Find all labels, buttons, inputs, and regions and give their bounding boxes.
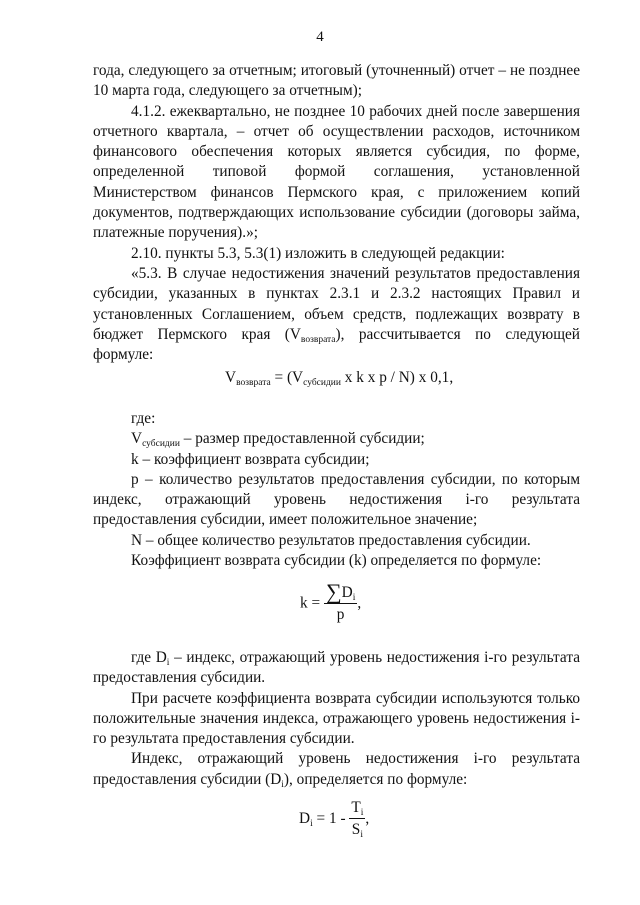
- def-vs-symbol: V: [131, 430, 143, 448]
- formula-d-tail: ,: [365, 810, 370, 828]
- formula-d-s: S: [351, 821, 361, 838]
- formula-k-numerator: [324, 579, 357, 604]
- formula-k-denominator: p: [336, 606, 345, 623]
- page-number: 4: [316, 29, 324, 45]
- definition-k: k – коэффициент возврата субсидии;: [131, 450, 370, 468]
- definition-v-subsidy: [93, 429, 580, 449]
- formula-d-s-subscript: i: [360, 830, 363, 840]
- index-intro-a: Индекс, отражающий уровень недостижения i-го результата предоставления субсидии (D: [93, 750, 580, 788]
- formula-equals: = (V: [270, 369, 304, 386]
- paragraph-5-3: [93, 264, 580, 365]
- formula-k: [300, 579, 362, 625]
- definition-p: p – количество результатов предоставления субсидии, по которым индекс, отражающий уровень недостижения i-го результата предоставления субсидии, имеет положительное значение;: [93, 470, 580, 529]
- text-block-3: [93, 648, 580, 790]
- formula-v-symbol: V: [225, 369, 237, 386]
- formula-d-fraction: [349, 799, 365, 840]
- paragraph-5-3-tail: ), рассчитывается по следующей формуле:: [93, 325, 580, 364]
- paragraph-5-3-text: «5.3. В случае недостижения значений результатов предоставления субсидии, указанных в пунктах 2.3.1 и 2.3.2 настоящих Правил и установленных Соглашением, объем средств, подлежащих возврату в бюджет Пермского края (V: [93, 264, 580, 343]
- index-intro-subscript: i: [281, 779, 284, 790]
- formula-d-lhs-subscript: i: [310, 819, 313, 830]
- sigma-symbol: ∑: [325, 579, 342, 604]
- formula-k-d-subscript: i: [352, 593, 356, 603]
- def-d-lead: где D: [131, 649, 167, 666]
- formula-v-return: [225, 369, 453, 387]
- formula-d-denominator: [349, 819, 365, 840]
- formula-k-d: D: [341, 584, 353, 601]
- formula-d-t: T: [351, 799, 361, 816]
- formula-k-lhs: k =: [300, 594, 324, 612]
- formula-d-eq: = 1 -: [312, 810, 350, 828]
- positive-values-note: При расчете коэффициента возврата субсидии используются только положительные значения индекса, отражающего уровень недостижения i-го результата предоставления субсидии.: [93, 689, 580, 748]
- def-vs-text: – размер предоставленной субсидии;: [179, 430, 425, 448]
- index-intro-b: ), определяется по формуле:: [283, 770, 468, 788]
- text-block-2: [93, 409, 580, 571]
- formula-k-fraction: [324, 579, 357, 625]
- text-block-1: [93, 61, 580, 365]
- def-d-text: – индекс, отражающий уровень недостижения i-го результата предоставления субсидии.: [93, 649, 580, 687]
- formula-d-numerator: [349, 799, 365, 819]
- definition-n: N – общее количество результатов предоставления субсидии.: [131, 531, 531, 549]
- formula-rest: x k x p / N) x 0,1,: [340, 369, 454, 386]
- index-formula-intro: [93, 749, 580, 790]
- label-gde: где:: [131, 410, 156, 427]
- formula-d: [299, 799, 369, 840]
- paragraph-4-1-2: 4.1.2. ежеквартально, не позднее 10 рабочих дней после завершения отчетного квартала, – отчет об осуществлении расходов, источником финансового обеспечения которых является субсидия, по форме, определенной типовой формой соглашения, установленной Министерством финансов Пермского края, с приложением копий документов, подтверждающих использование субсидии (договоры займа, платежные поручения).»;: [93, 102, 580, 242]
- def-vs-subscript: субсидии: [142, 439, 180, 450]
- formula-d-t-subscript: i: [360, 808, 364, 818]
- formula-k-tail: ,: [357, 594, 362, 612]
- paragraph-report-deadline: года, следующего за отчетным; итоговый (уточненный) отчет – не позднее 10 марта года, следующего за отчетным);: [93, 62, 580, 100]
- paragraph-2-10: 2.10. пункты 5.3, 5.3(1) изложить в следующей редакции:: [131, 244, 505, 262]
- formula-vs-subscript: субсидии: [303, 378, 341, 388]
- def-d-subscript: i: [166, 658, 170, 668]
- definition-d: [93, 648, 580, 689]
- formula-d-lhs: D: [299, 810, 311, 828]
- formula-v-subscript: возврата: [236, 378, 271, 388]
- v-return-subscript: возврата: [300, 334, 336, 345]
- k-formula-intro: Коэффициент возврата субсидии (k) определяется по формуле:: [131, 552, 542, 570]
